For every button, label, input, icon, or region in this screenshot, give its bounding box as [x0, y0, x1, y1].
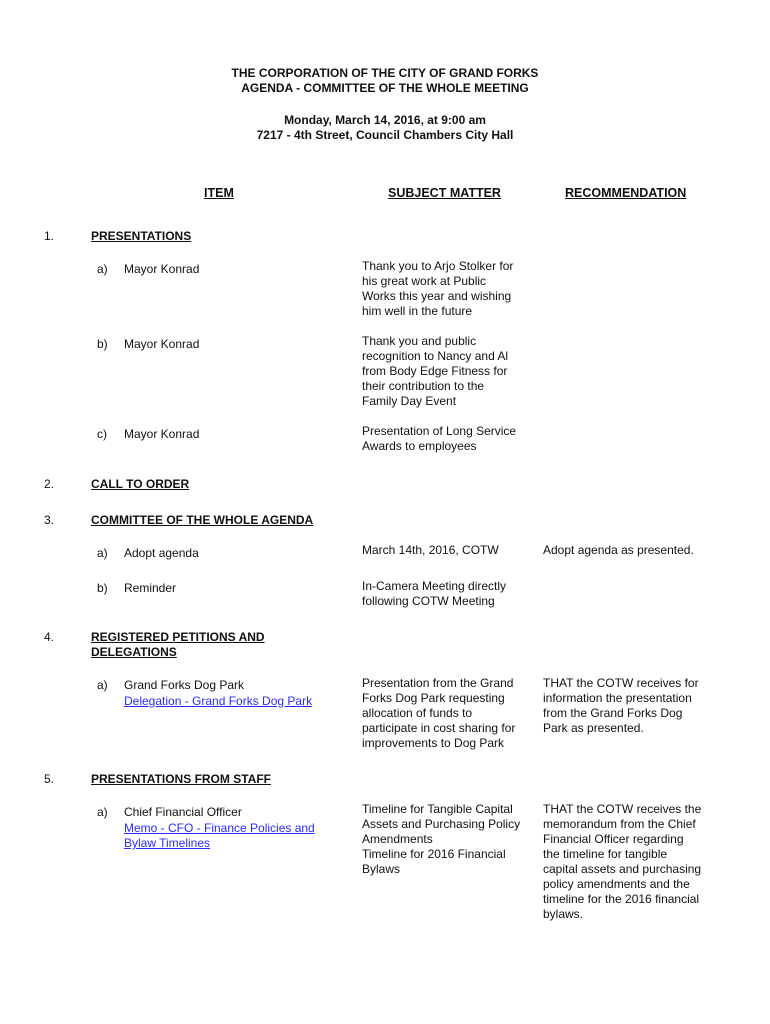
section-number: 3. — [44, 513, 55, 527]
item-name: Adopt agenda — [124, 546, 199, 560]
section-number: 2. — [44, 477, 55, 491]
section-number: 5. — [44, 772, 55, 786]
subject-matter: Timeline for Tangible Capital Assets and Purchasing Policy Amendments Timeline for 2016 Financial Bylaws — [362, 802, 521, 876]
item-letter: a) — [97, 546, 108, 560]
recommendation: THAT the COTW receives for information the presentation from the Grand Forks Dog Park as presented. — [543, 676, 699, 735]
column-header-item: ITEM — [204, 186, 234, 200]
item-name: Mayor Konrad — [124, 427, 200, 441]
item-letter: a) — [97, 805, 108, 819]
recommendation: THAT the COTW receives the memorandum from the Chief Financial Officer regarding the timeline for tangible capital assets and purchasing policy amendments and the timeline for the 2016 financial bylaws. — [543, 802, 702, 921]
item-name: Reminder — [124, 581, 177, 595]
item-letter: c) — [97, 427, 107, 441]
recommendation: Adopt agenda as presented. — [543, 543, 694, 557]
section-title-delegations: DELEGATIONS — [91, 645, 177, 659]
item-letter: b) — [97, 337, 108, 351]
meeting-date: Monday, March 14, 2016, at 9:00 am — [284, 113, 486, 127]
section-title-cotw-agenda: COMMITTEE OF THE WHOLE AGENDA — [91, 513, 314, 527]
item-name — [124, 805, 339, 852]
cfo-memo-link-line1[interactable]: Memo - CFO - Finance Policies and — [124, 820, 315, 835]
column-header-subject: SUBJECT MATTER — [388, 186, 501, 200]
item-title: Grand Forks Dog Park — [124, 678, 245, 692]
cfo-memo-link[interactable] — [124, 821, 339, 852]
item-letter: a) — [97, 262, 108, 276]
subject-matter: In-Camera Meeting directly following COTW Meeting — [362, 579, 507, 608]
subject-matter: March 14th, 2016, COTW — [362, 543, 499, 557]
subject-matter: Presentation of Long Service Awards to employees — [362, 424, 517, 453]
cfo-memo-link-line2[interactable]: Bylaw Timelines — [124, 836, 211, 850]
section-title-petitions: REGISTERED PETITIONS AND — [91, 630, 265, 644]
subject-matter: Thank you and public recognition to Nancy and Al from Body Edge Fitness for their contribution to the Family Day Event — [362, 334, 509, 408]
document-title: THE CORPORATION OF THE CITY OF GRAND FORKS — [231, 66, 539, 80]
item-name — [124, 678, 339, 709]
subject-matter: Presentation from the Grand Forks Dog Park requesting allocation of funds to participate in cost sharing for improvements to Dog Park — [362, 676, 516, 750]
section-number: 1. — [44, 229, 55, 243]
item-name: Mayor Konrad — [124, 262, 200, 276]
section-title-staff-presentations: PRESENTATIONS FROM STAFF — [91, 772, 271, 786]
section-title-call-to-order: CALL TO ORDER — [91, 477, 190, 491]
item-name: Mayor Konrad — [124, 337, 200, 351]
column-header-recommendation: RECOMMENDATION — [565, 186, 687, 200]
meeting-location: 7217 - 4th Street, Council Chambers City Hall — [256, 128, 514, 142]
section-number: 4. — [44, 630, 55, 644]
delegation-dog-park-link[interactable]: Delegation - Grand Forks Dog Park — [124, 693, 313, 708]
item-letter: b) — [97, 581, 108, 595]
item-letter: a) — [97, 678, 108, 692]
item-title: Chief Financial Officer — [124, 805, 242, 819]
document-subtitle: AGENDA - COMMITTEE OF THE WHOLE MEETING — [241, 81, 529, 95]
section-title-presentations: PRESENTATIONS — [91, 229, 192, 243]
subject-matter: Thank you to Arjo Stolker for his great work at Public Works this year and wishing him well in the future — [362, 259, 514, 318]
